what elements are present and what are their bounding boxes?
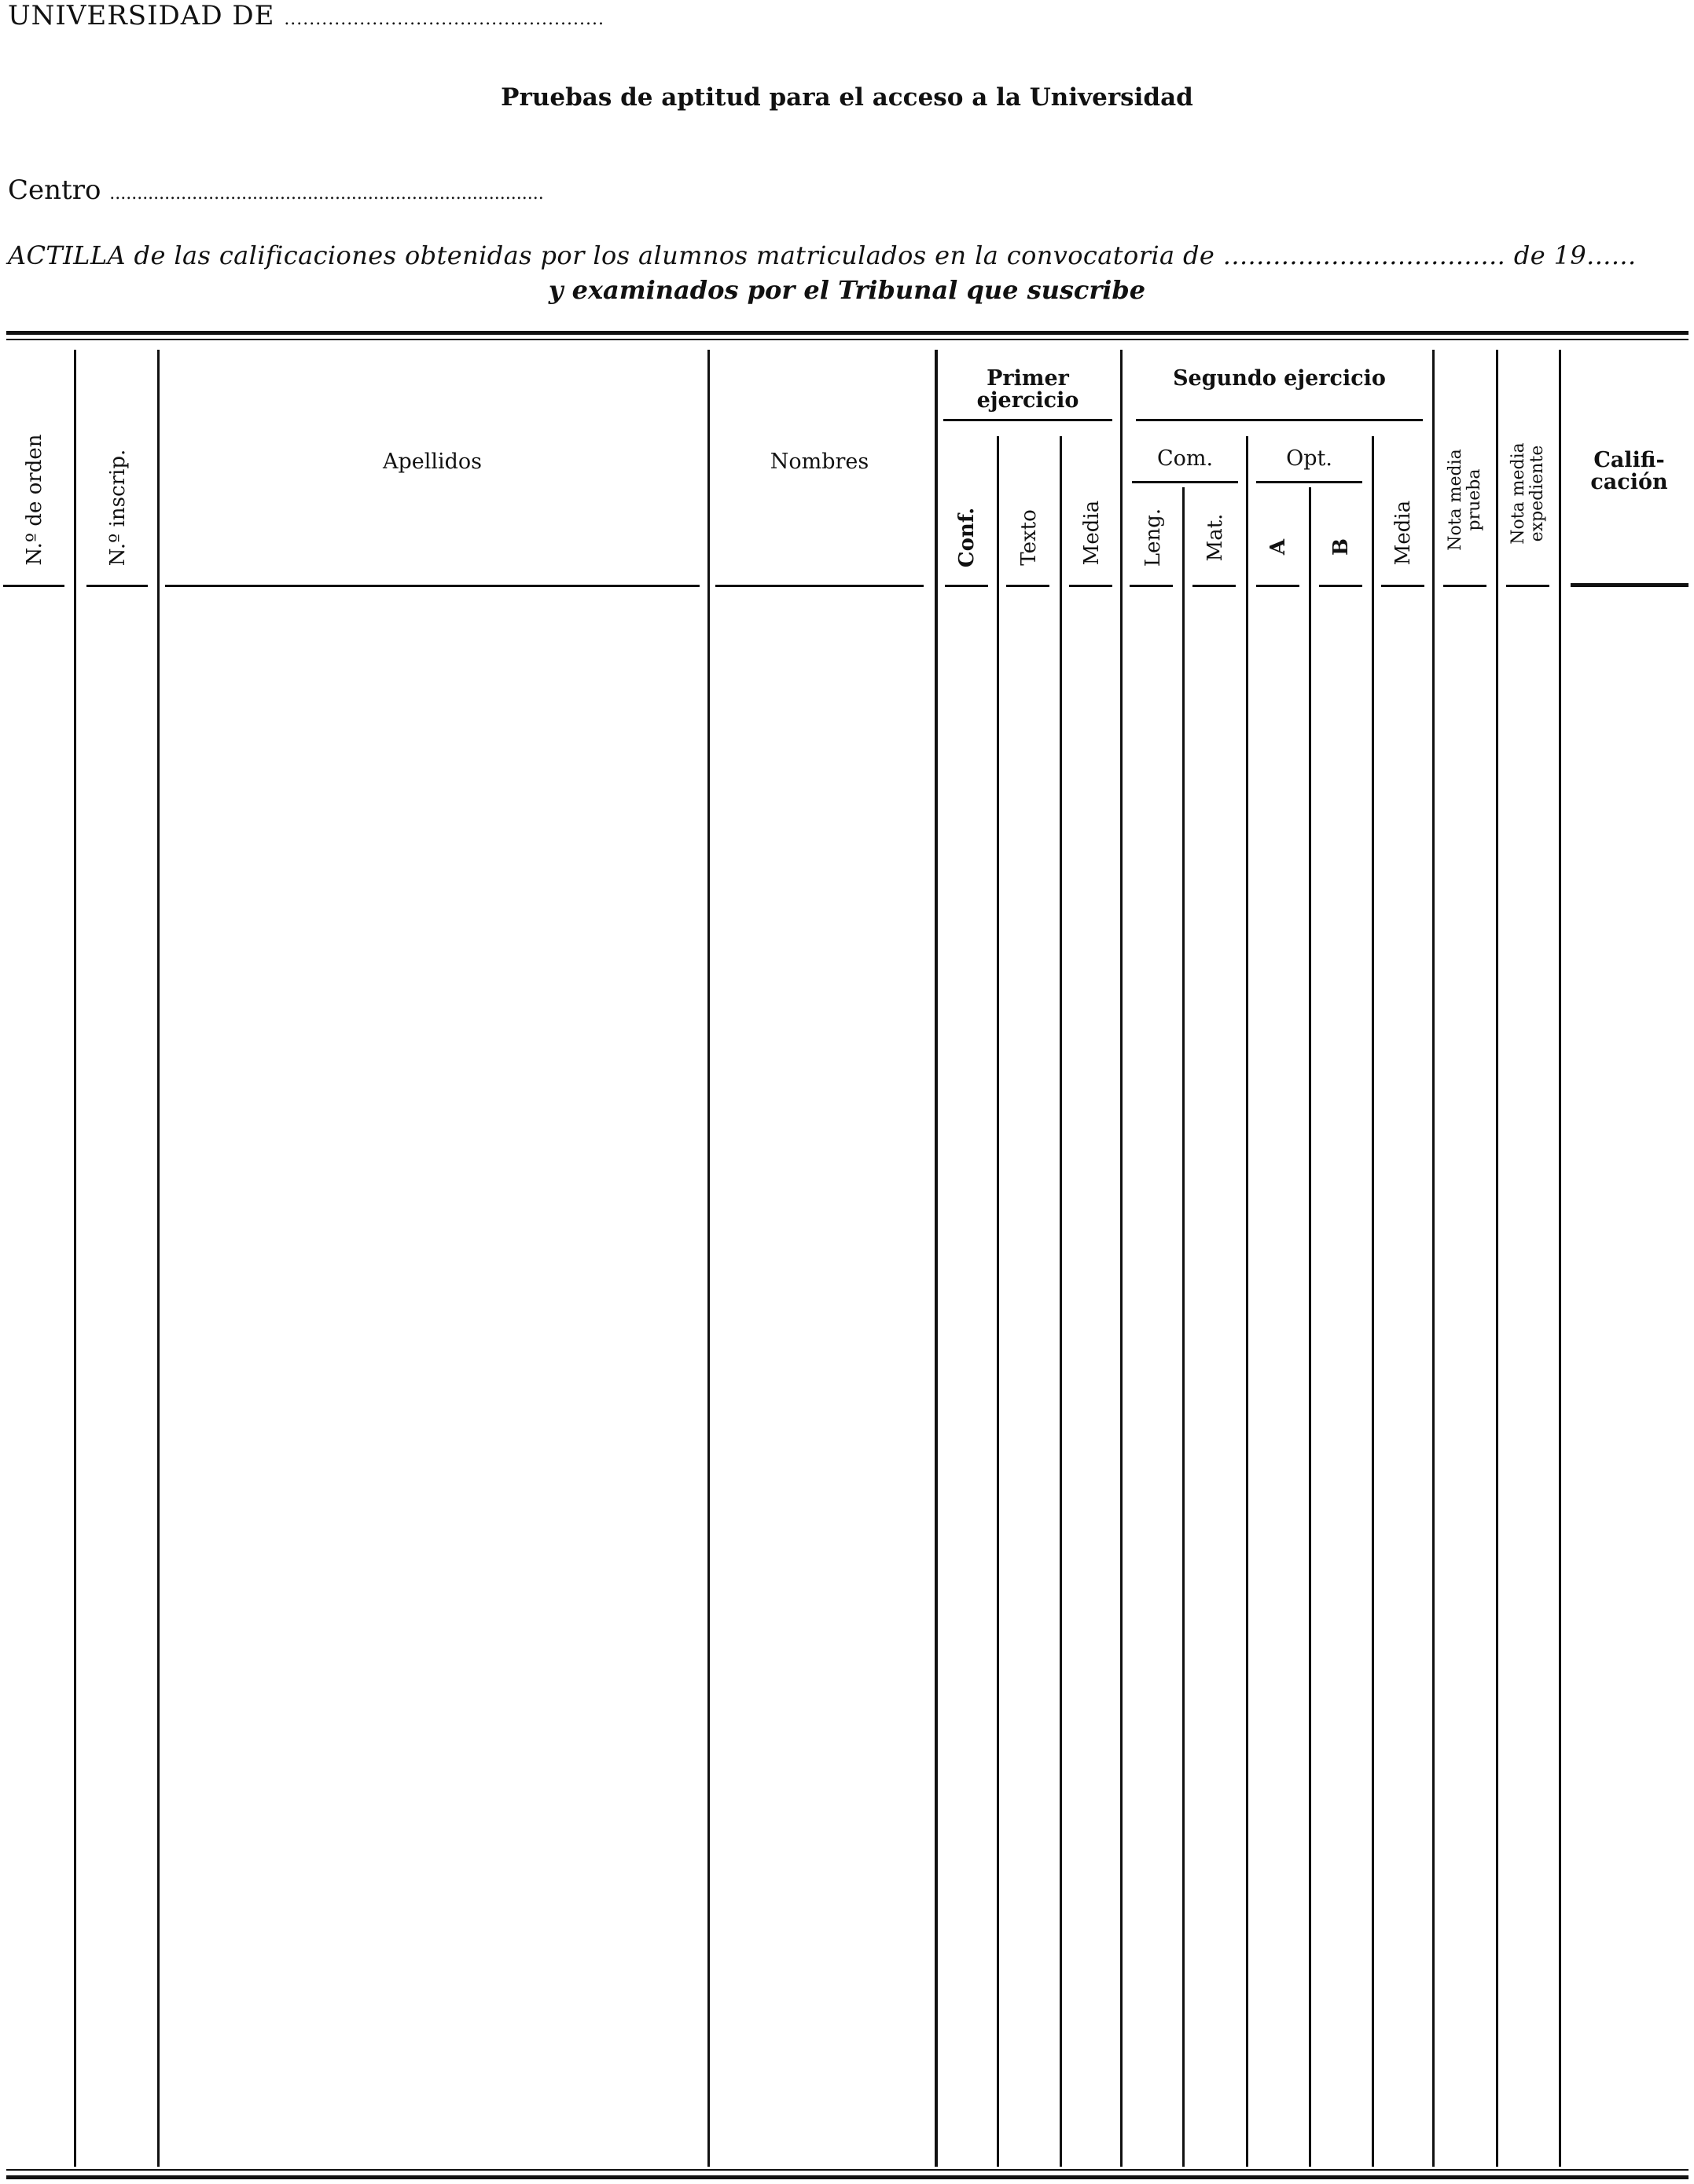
university-line <box>8 0 604 35</box>
col-sep-7 <box>1496 350 1498 2167</box>
actilla-line-1: ACTILLA de las calificaciones obtenidas por los alumnos matriculados en la convocatoria de .................................. de 19...... <box>8 240 1637 270</box>
col-header-b: B <box>1329 538 1353 556</box>
col-sep-3 <box>707 350 710 2167</box>
hdr-rule-media1 <box>1069 585 1112 587</box>
col-sep-5 <box>1120 350 1123 2167</box>
col-sep-8 <box>1559 350 1561 2167</box>
hdr-rule-leng <box>1130 585 1173 587</box>
hdr-rule-calificacion <box>1571 583 1688 587</box>
col-header-conf: Conf. <box>955 507 979 568</box>
col-sep-4 <box>935 350 938 2167</box>
hdr-rule-media2 <box>1381 585 1424 587</box>
table-top-rule-2 <box>6 339 1688 340</box>
col-sep-2 <box>157 350 160 2167</box>
sub-sep-texto-media <box>1060 436 1062 2167</box>
col-header-apellidos: Apellidos <box>382 450 483 474</box>
col-header-a: A <box>1266 538 1290 556</box>
centro-label: Centro <box>8 174 101 206</box>
col-header-leng: Leng. <box>1141 508 1165 567</box>
primer-ejercicio-underline <box>943 419 1112 421</box>
col-header-texto: Texto <box>1017 509 1041 566</box>
sub-sep-opt-media <box>1372 436 1374 2167</box>
col-sep-1 <box>74 350 76 2167</box>
col-header-nota-media-prueba: Nota media prueba <box>1446 449 1484 551</box>
hdr-rule-apellidos <box>165 585 700 587</box>
sub-sep-com-opt <box>1246 436 1248 2167</box>
hdr-rule-mat <box>1192 585 1236 587</box>
hdr-rule-nota-expediente <box>1506 585 1549 587</box>
hdr-rule-nombres <box>715 585 924 587</box>
actilla-line-2: y examinados por el Tribunal que suscribe <box>548 275 1146 305</box>
table-bottom-rule-2 <box>6 2175 1688 2179</box>
sub-header-opt: Opt. <box>1286 446 1332 471</box>
hdr-rule-inscrip <box>86 585 148 587</box>
col-header-media-1: Media <box>1080 500 1104 566</box>
university-dots: ................................................... <box>284 9 604 29</box>
hdr-rule-b <box>1319 585 1362 587</box>
sub-header-com: Com. <box>1156 446 1214 471</box>
centro-dots: ............................................................................... <box>109 184 544 204</box>
group-header-segundo-ejercicio: Segundo ejercicio <box>1173 366 1386 391</box>
col-header-nota-media-expediente: Nota media expediente <box>1508 442 1547 545</box>
sub-sep-leng-mat <box>1182 487 1185 2167</box>
hdr-rule-texto <box>1006 585 1049 587</box>
col-header-mat: Mat. <box>1203 513 1227 562</box>
table-top-rule-1 <box>6 331 1688 335</box>
group-header-primer-ejercicio: Primer ejercicio <box>976 366 1079 413</box>
university-label: UNIVERSIDAD DE <box>8 0 275 31</box>
hdr-rule-orden <box>3 585 64 587</box>
com-underline <box>1132 481 1238 483</box>
col-header-calificacion: Califi- cación <box>1590 448 1668 494</box>
col-sep-6 <box>1432 350 1435 2167</box>
col-header-media-2: Media <box>1391 500 1415 566</box>
hdr-rule-a <box>1256 585 1299 587</box>
centro-line <box>8 174 544 206</box>
table-bottom-rule-1 <box>6 2169 1688 2171</box>
sub-sep-conf-texto <box>997 436 999 2167</box>
col-header-orden: N.º de orden <box>23 434 46 566</box>
document-title: Pruebas de aptitud para el acceso a la Universidad <box>501 83 1193 112</box>
hdr-rule-conf <box>945 585 988 587</box>
sub-sep-a-b <box>1309 487 1311 2167</box>
col-header-nombres: Nombres <box>770 450 869 474</box>
col-header-inscrip: N.º inscrip. <box>106 449 130 567</box>
hdr-rule-nota-prueba <box>1443 585 1486 587</box>
segundo-ejercicio-underline <box>1136 419 1423 421</box>
opt-underline <box>1256 481 1362 483</box>
